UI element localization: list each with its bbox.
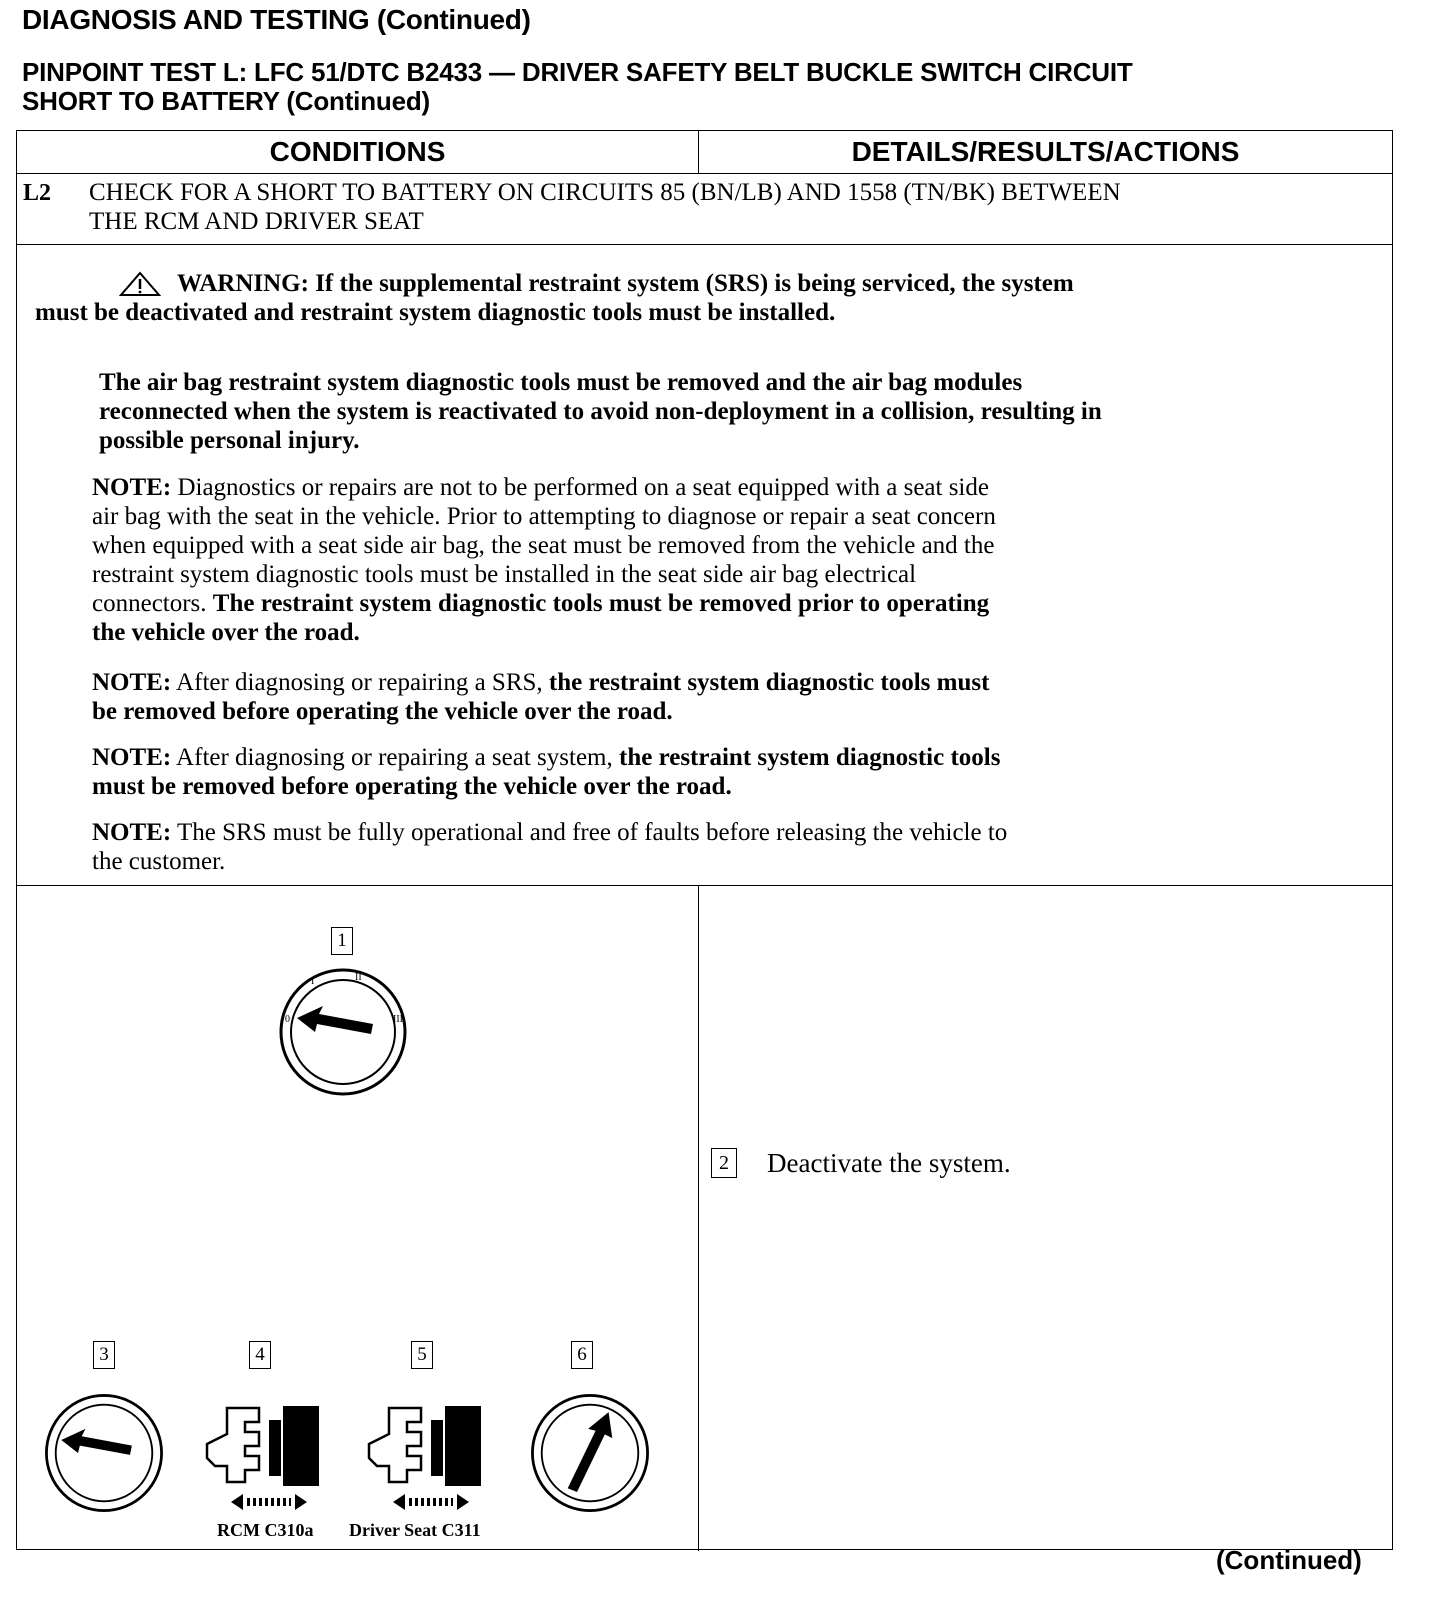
step-row [17,174,1392,245]
step-title [89,178,1369,236]
ignition-key-on-icon [525,1388,655,1518]
callout-2: 2 [711,1148,737,1178]
note-bold-text: The restraint system diagnostic tools must be removed prior to operating [212,590,990,617]
note-text: the customer. [92,848,226,875]
note-text: air bag with the seat in the vehicle. Prior to attempting to diagnose or repair a seat concern [92,503,996,530]
test-heading-line1: PINPOINT TEST L: LFC 51/DTC B2433 — DRIVER SAFETY BELT BUCKLE SWITCH CIRCUIT [22,57,1133,87]
note-seat-side-airbag [92,473,1192,647]
warning2-line1: The air bag restraint system diagnostic tools must be removed and the air bag modules [99,369,1023,396]
warning-line2: must be deactivated and restraint system diagnostic tools must be installed. [35,299,836,326]
note-label: NOTE: [92,819,172,846]
note-text: connectors. [92,590,213,617]
connector-disconnect-icon [197,1396,327,1516]
warning-line-1-wrap [17,269,1357,298]
conditions-header: CONDITIONS [17,131,699,173]
note-label: NOTE: [92,474,172,501]
page-heading: DIAGNOSIS AND TESTING (Continued) [22,4,531,35]
pinpoint-test-table [16,130,1393,1550]
connector-label-driver-seat: Driver Seat C311 [349,1520,481,1540]
note-text: restraint system diagnostic tools must be installed in the seat side air bag electrical [92,561,917,588]
note-label: NOTE: [92,669,172,696]
note-bold-text: the vehicle over the road. [92,619,360,646]
step-title-line2: THE RCM AND DRIVER SEAT [89,208,424,235]
note-after-seat-system [92,743,1192,801]
warning-triangle-icon [119,271,161,297]
ignition-key-off-icon [273,962,413,1102]
callout-1: 1 [331,927,353,955]
note-after-srs [92,668,1192,726]
action-text: Deactivate the system. [767,1148,1011,1178]
callout-4: 4 [249,1341,271,1369]
note-bold-text: the restraint system diagnostic tools must [548,669,990,696]
step-id: L2 [23,180,52,206]
callout-5: 5 [411,1341,433,1369]
warning2-line2: reconnected when the system is reactivated to avoid non-deployment in a collision, resulting in [99,398,1102,425]
note-label: NOTE: [92,744,172,771]
note-srs-operational [92,818,1192,876]
connector-label-rcm: RCM C310a [217,1520,314,1540]
footer-continued: (Continued) [1216,1545,1362,1575]
warning2-line3: possible personal injury. [99,427,360,454]
pinpoint-test-heading [22,58,1412,116]
details-cell [699,886,1392,1551]
callout-6: 6 [571,1341,593,1369]
note-bold-text: must be removed before operating the vehicle over the road. [92,773,732,800]
note-text: Diagnostics or repairs are not to be performed on a seat equipped with a seat side [171,474,989,501]
connector-disconnect-icon [359,1396,489,1516]
note-text: After diagnosing or repairing a seat system, [171,744,619,771]
warning-paragraph-2 [99,368,1359,455]
details-header: DETAILS/RESULTS/ACTIONS [851,136,1240,167]
warning-paragraph [35,269,1357,327]
ignition-mark-i: I [311,976,315,987]
note-text: when equipped with a seat side air bag, the seat must be removed from the vehicle and the [92,532,995,559]
illustration-cell [17,886,699,1551]
note-text: The SRS must be fully operational and free of faults before releasing the vehicle to [171,819,1008,846]
note-bold-text: the restraint system diagnostic tools [619,744,1001,771]
table-header-row [17,131,1392,174]
ignition-mark-0: 0 [285,1014,290,1025]
test-heading-line2: SHORT TO BATTERY (Continued) [22,86,430,116]
ignition-mark-iii: III [393,1014,403,1025]
warning-line1: WARNING: If the supplemental restraint system (SRS) is being serviced, the system [177,270,1074,297]
figure-action-row [17,886,1392,1551]
callout-3: 3 [93,1341,115,1369]
step-title-line1: CHECK FOR A SHORT TO BATTERY ON CIRCUITS 85 (BN/LB) AND 1558 (TN/BK) BETWEEN [89,179,1121,206]
note-bold-text: be removed before operating the vehicle over the road. [92,698,673,725]
ignition-key-off-icon [39,1388,169,1518]
note-text: After diagnosing or repairing a SRS, [171,669,549,696]
ignition-mark-ii: II [355,972,362,983]
warning-notes-row [17,245,1392,886]
